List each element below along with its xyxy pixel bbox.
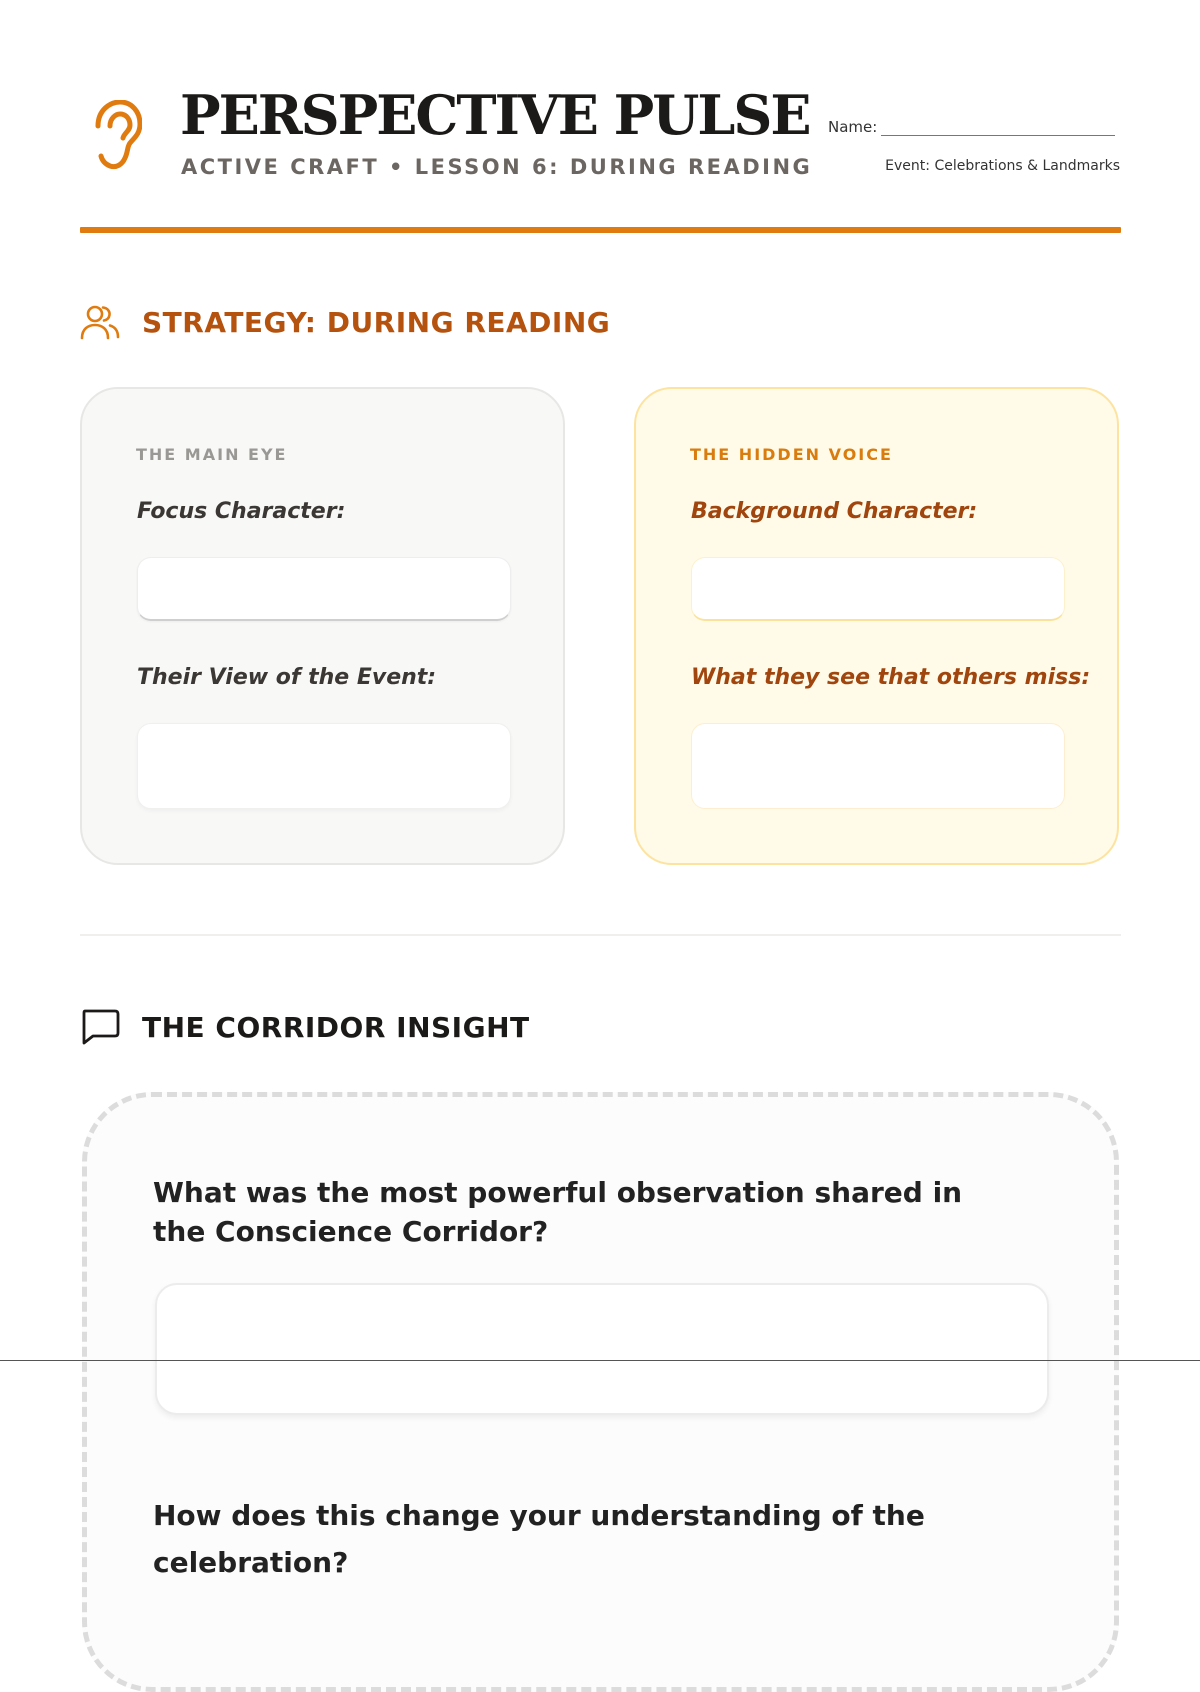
- their-view-input[interactable]: [137, 723, 511, 809]
- hidden-voice-card: [634, 387, 1119, 865]
- answer-1-input[interactable]: [155, 1283, 1049, 1415]
- ear-icon: [90, 100, 142, 170]
- message-square-icon: [80, 1008, 120, 1046]
- name-field: [828, 118, 1115, 136]
- lesson-subtitle: ACTIVE CRAFT • LESSON 6: DURING READING: [181, 155, 813, 179]
- their-view-label: Their View of the Event:: [137, 665, 437, 690]
- corridor-heading: [80, 1008, 530, 1046]
- header-divider: [80, 227, 1121, 233]
- strategy-title: STRATEGY: DURING READING: [142, 305, 611, 339]
- corridor-insight-box: [82, 1092, 1119, 1692]
- question-1: What was the most powerful observation shared in the Conscience Corridor?: [153, 1176, 963, 1248]
- event-label: Event: Celebrations & Landmarks: [885, 158, 1120, 174]
- name-line[interactable]: [881, 118, 1115, 136]
- background-character-input[interactable]: [691, 557, 1065, 621]
- main-eye-card: [80, 387, 565, 865]
- name-label: Name:: [828, 118, 878, 136]
- others-miss-label: What they see that others miss:: [691, 665, 1091, 690]
- corridor-title: THE CORRIDOR INSIGHT: [142, 1010, 530, 1044]
- question-2: How does this change your understanding of the celebration?: [153, 1499, 925, 1579]
- background-character-label: Background Character:: [691, 499, 978, 524]
- strategy-heading: [80, 304, 610, 340]
- main-eye-eyebrow: THE MAIN EYE: [136, 445, 288, 464]
- page-header: [80, 80, 1120, 230]
- focus-character-input[interactable]: [137, 557, 511, 621]
- section-divider: [80, 934, 1121, 936]
- page-fold-line: [0, 1360, 1200, 1361]
- others-miss-input[interactable]: [691, 723, 1065, 809]
- users-icon: [80, 304, 120, 340]
- page-title: PERSPECTIVE PULSE: [180, 83, 810, 147]
- hidden-voice-eyebrow: THE HIDDEN VOICE: [690, 445, 893, 464]
- focus-character-label: Focus Character:: [137, 499, 346, 524]
